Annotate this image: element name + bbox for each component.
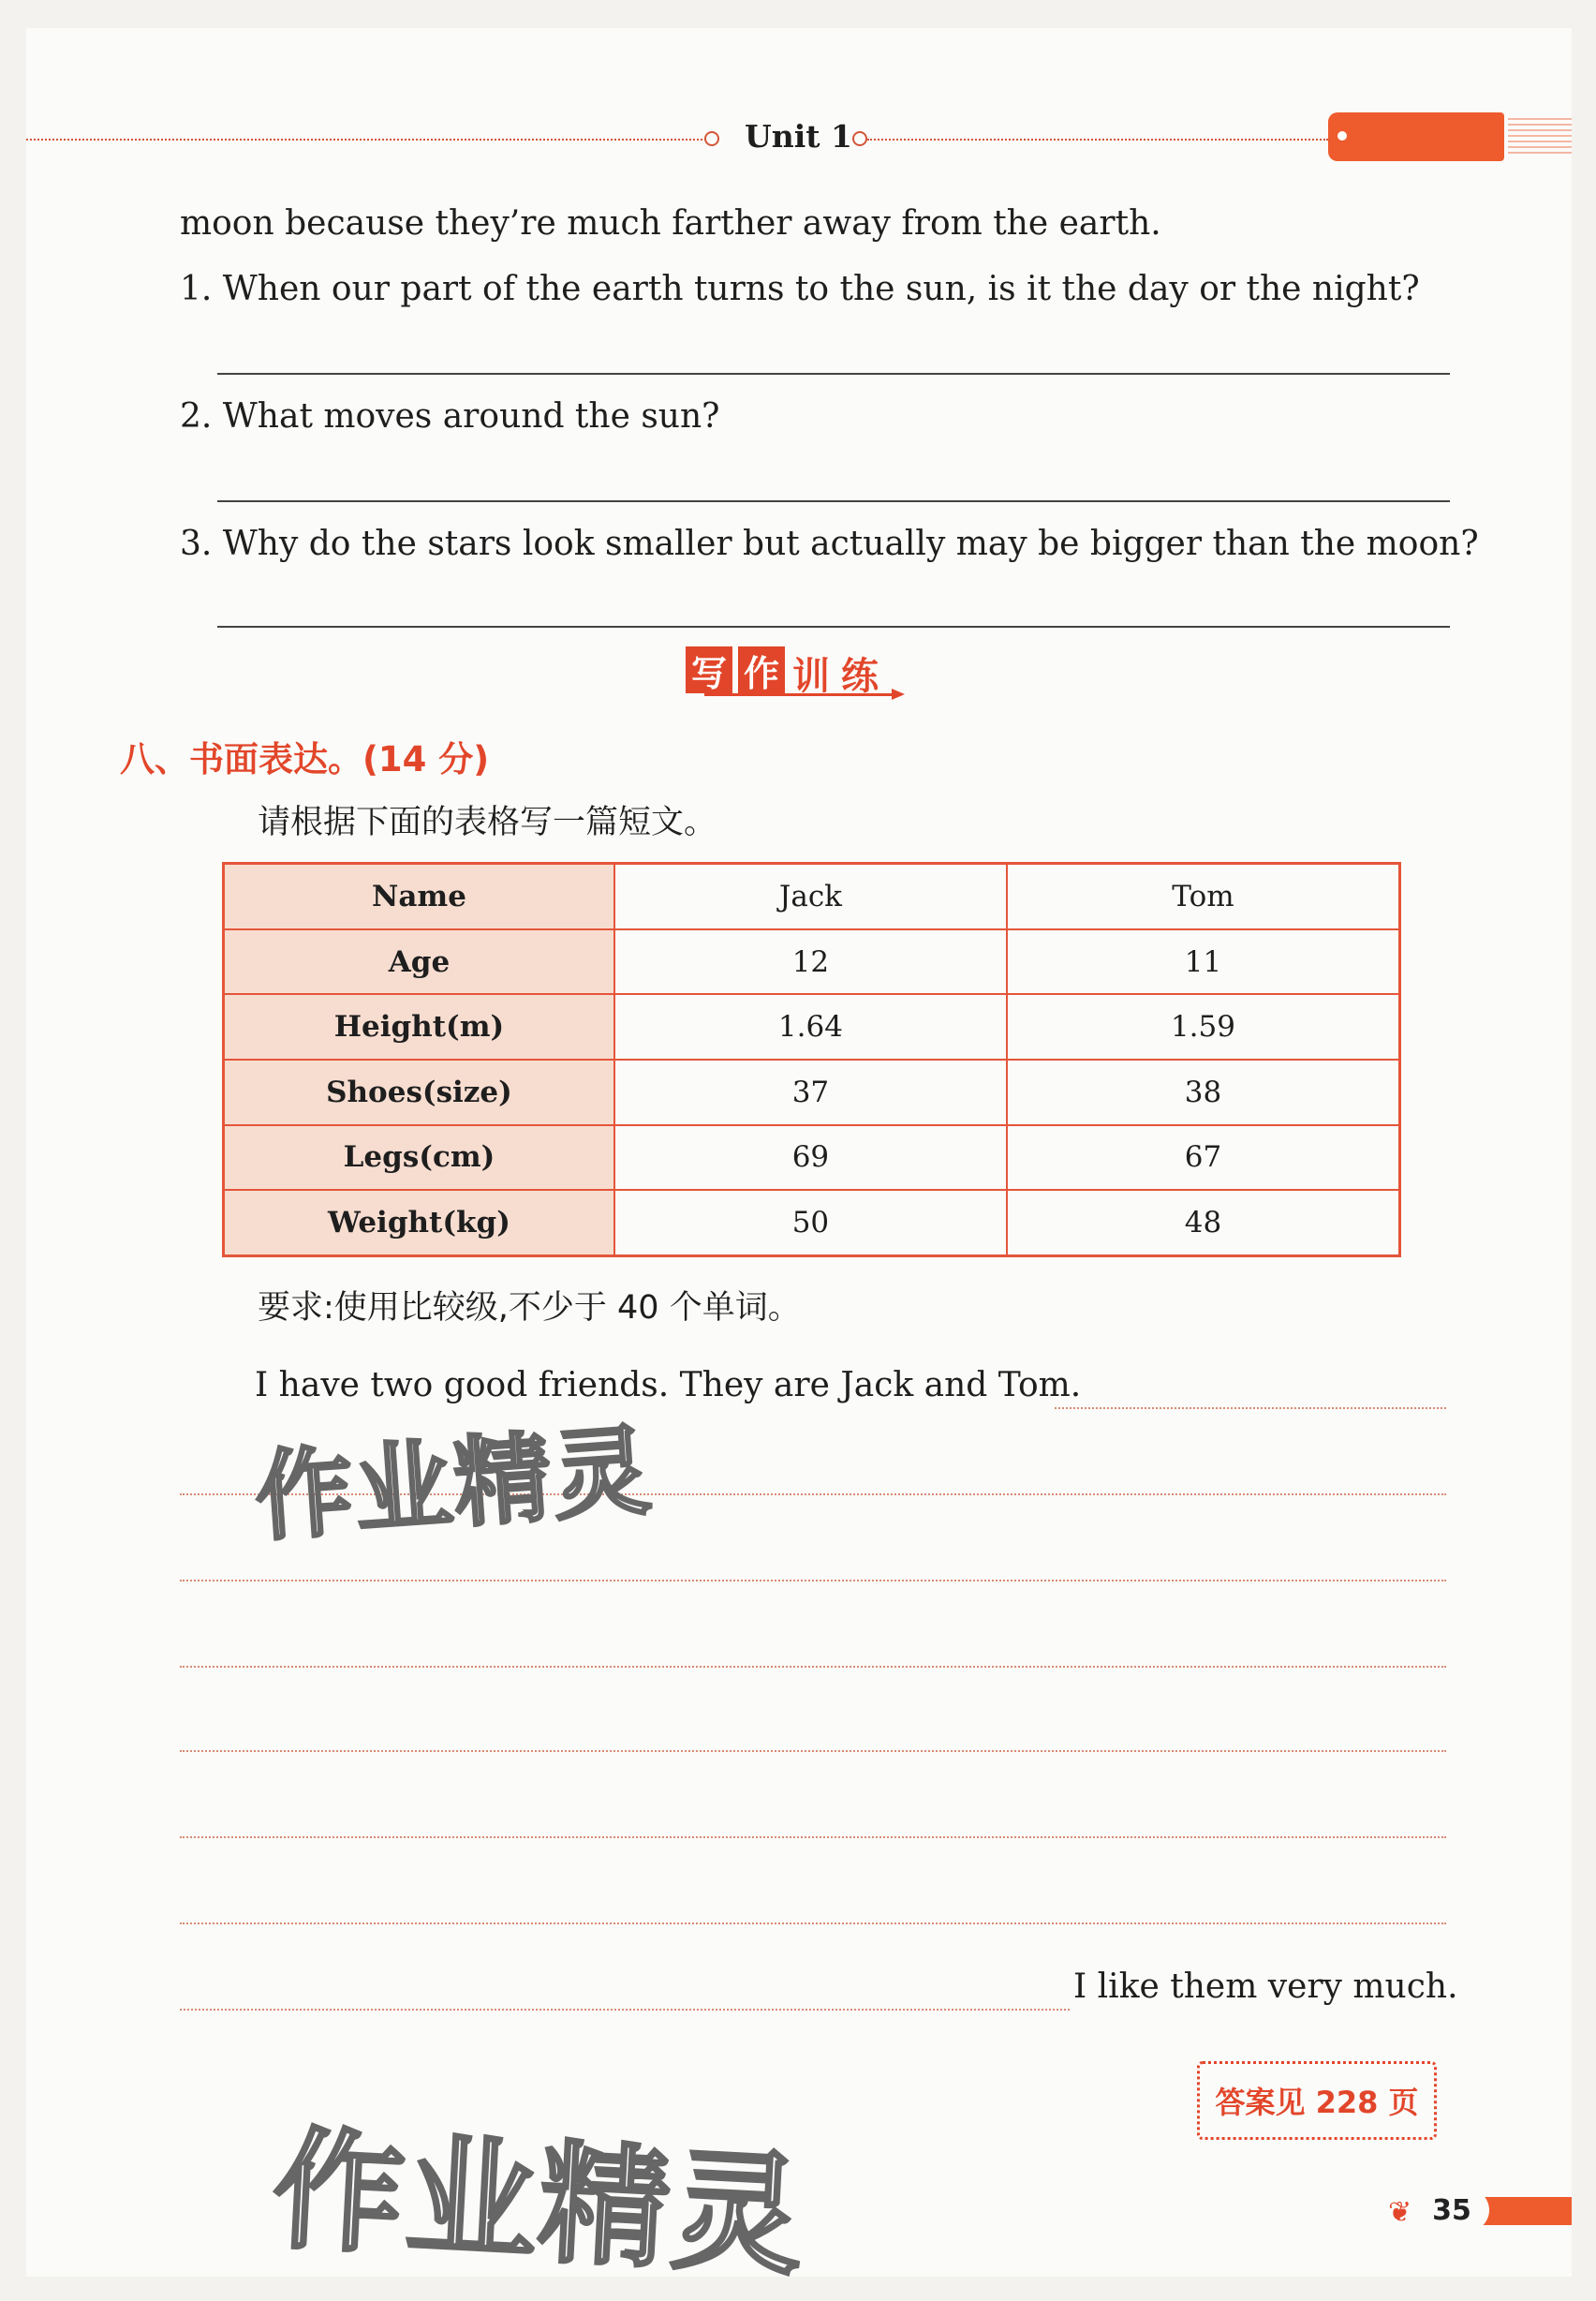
table-row xyxy=(224,929,1400,995)
table-cell: 67 xyxy=(1007,1125,1400,1191)
table-row xyxy=(224,1190,1400,1255)
table-cell: 48 xyxy=(1007,1190,1400,1255)
watermark-lower: 作业精灵 xyxy=(269,2114,809,2294)
table-header-cell: Tom xyxy=(1007,864,1400,929)
passage-tail: moon because they’re much farther away from the earth. xyxy=(180,204,1161,243)
question-1: 1. When our part of the earth turns to the sun, is it the day or the night? xyxy=(180,270,1420,308)
table-cell: 1.59 xyxy=(1007,994,1400,1060)
table-cell: 69 xyxy=(614,1125,1007,1191)
essay-opening: I have two good friends. They are Jack and Tom. xyxy=(255,1366,1082,1404)
leaf-icon: ❦ xyxy=(1388,2196,1412,2229)
table-cell: 50 xyxy=(614,1190,1007,1255)
essay-line-6[interactable] xyxy=(180,1836,1446,1838)
header-tab xyxy=(1328,112,1504,161)
table-header-cell: Name xyxy=(224,864,614,929)
header-rule-right xyxy=(867,139,1328,141)
writing-practice-badge xyxy=(667,646,910,714)
essay-line-8[interactable] xyxy=(180,2009,1070,2011)
badge-arrow xyxy=(704,693,901,696)
section-requirement: 要求:使用比较级,不少于 40 个单词。 xyxy=(258,1289,801,1327)
table-row xyxy=(224,994,1400,1060)
header-stripes xyxy=(1508,118,1572,156)
header-circle-left xyxy=(704,131,719,146)
comparison-table xyxy=(222,862,1401,1257)
unit-title: Unit 1 xyxy=(745,118,853,155)
essay-line-1[interactable] xyxy=(1055,1407,1446,1409)
table-row-label: Legs(cm) xyxy=(224,1125,614,1191)
header-circle-right xyxy=(852,131,867,146)
essay-line-7[interactable] xyxy=(180,1922,1446,1924)
essay-line-4[interactable] xyxy=(180,1666,1446,1668)
table-row-label: Height(m) xyxy=(224,994,614,1060)
table-cell: 37 xyxy=(614,1060,1007,1125)
answer-line-3[interactable] xyxy=(217,626,1450,628)
table-row-label: Shoes(size) xyxy=(224,1060,614,1125)
table-row-label: Weight(kg) xyxy=(224,1190,614,1255)
table-cell: 12 xyxy=(614,929,1007,995)
table-row xyxy=(224,1125,1400,1191)
table-cell: 1.64 xyxy=(614,994,1007,1060)
essay-line-3[interactable] xyxy=(180,1580,1446,1581)
essay-closing: I like them very much. xyxy=(1073,1967,1458,2006)
header-rule-left xyxy=(26,139,710,141)
badge-char-3: 训 xyxy=(792,655,830,698)
table-row-label: Age xyxy=(224,929,614,995)
badge-char-2: 作 xyxy=(738,646,785,693)
table-row xyxy=(224,1060,1400,1125)
section-instruction: 请根据下面的表格写一篇短文。 xyxy=(258,804,717,841)
badge-char-4: 练 xyxy=(841,655,879,698)
essay-line-5[interactable] xyxy=(180,1750,1446,1752)
watermark-upper: 作业精灵 xyxy=(251,1413,657,1555)
answer-line-1[interactable] xyxy=(217,373,1450,375)
section-title: 八、书面表达。(14 分) xyxy=(120,739,490,779)
answer-reference: 答案见 228 页 xyxy=(1197,2061,1437,2140)
table-cell: 11 xyxy=(1007,929,1400,995)
badge-char-1: 写 xyxy=(686,646,732,693)
page-number: 35 xyxy=(1414,2189,1489,2232)
answer-line-2[interactable] xyxy=(217,500,1450,502)
table-cell: 38 xyxy=(1007,1060,1400,1125)
table-header-cell: Jack xyxy=(614,864,1007,929)
question-2: 2. What moves around the sun? xyxy=(180,397,720,436)
question-3: 3. Why do the stars look smaller but actually may be bigger than the moon? xyxy=(180,525,1479,563)
table-header-row xyxy=(224,864,1400,929)
tab-dot xyxy=(1337,131,1347,141)
